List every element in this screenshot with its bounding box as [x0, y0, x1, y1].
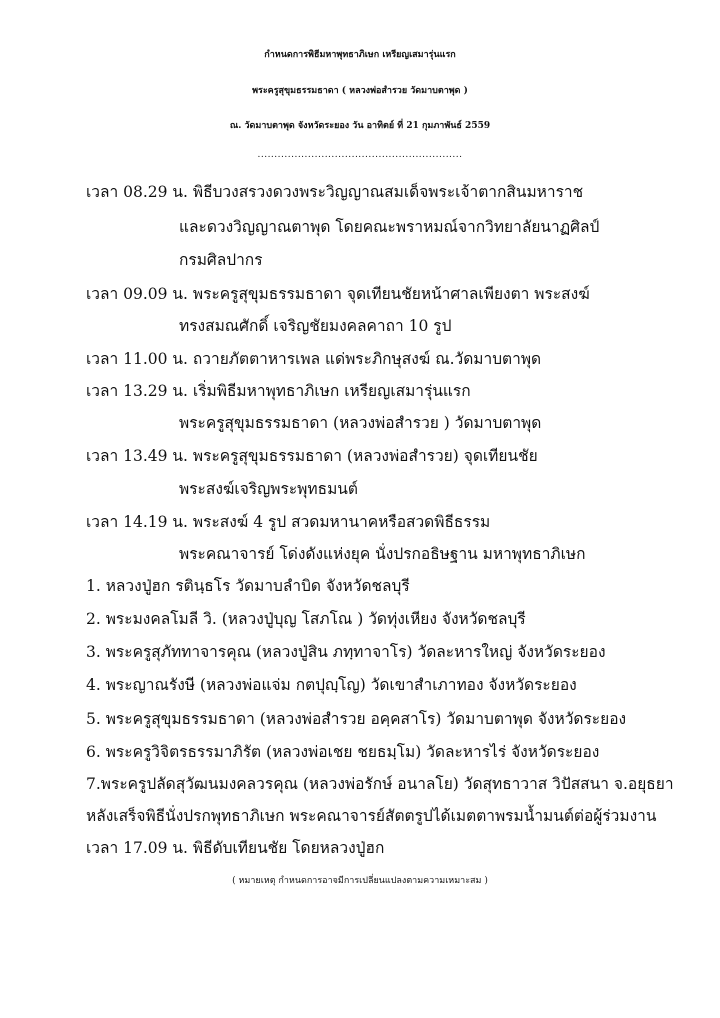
schedule-text: กรมศิลปากร: [179, 251, 263, 269]
schedule-item-5: [86, 512, 490, 532]
schedule-time: เวลา 13.29 น.: [86, 382, 188, 400]
schedule-time: เวลา 14.19 น.: [86, 513, 188, 531]
document-subtitle-monk: พระครูสุขุมธรรมธาดา ( หลวงพ่อสำรวย วัดมาบตาพุด ): [252, 86, 468, 96]
schedule-text: พระคณาจารย์ โด่งดังแห่งยุค นั่งปรกอธิษฐาน มหาพุทธาภิเษก: [179, 545, 586, 563]
monk-list-item: 7.พระครูปลัดสุวัฒนมงคลวรคุณ (หลวงพ่อรักษ์ อนาลโย) วัดสุทธาวาส วิปัสสนา จ.อยุธยา: [86, 775, 674, 793]
schedule-text: พระครูสุขุมธรรมธาดา (หลวงพ่อสำรวย ) วัดมาบตาพุด: [179, 414, 542, 432]
footnote: ( หมายเหตุ กำหนดการอาจมีการเปลี่ยนแปลงตามความเหมาะสม ): [232, 876, 488, 886]
schedule-text: พิธีดับเทียนชัย โดยหลวงปู่ฮก: [192, 839, 385, 857]
monk-list-item: 1. หลวงปู่ฮก รตินฺธโร วัดมาบลำบิด จังหวัดชลบุรี: [86, 577, 410, 595]
schedule-item-2: [86, 349, 541, 369]
monk-list-item: 2. พระมงคลโมลี วิ. (หลวงปู่บุญ โสภโณ ) วัดทุ่งเหียง จังหวัดชลบุรี: [86, 610, 526, 628]
schedule-time: เวลา 08.29 น.: [86, 183, 188, 201]
schedule-item-1: [86, 284, 590, 304]
monk-list-item: 4. พระญาณรังษี (หลวงพ่อแจ่ม กตปุญฺโญ) วัดเขาสำเภาทอง จังหวัดระยอง: [86, 676, 577, 694]
monk-list-item: 6. พระครูวิจิตรธรรมาภิรัต (หลวงพ่อเชย ชยธมฺโม) วัดละหารไร่ จังหวัดระยอง: [86, 743, 600, 761]
schedule-text: พิธีบวงสรวงดวงพระวิญญาณสมเด็จพระเจ้าตากสินมหาราช: [192, 183, 584, 201]
schedule-time: เวลา 09.09 น.: [86, 285, 188, 303]
schedule-text: พระครูสุขุมธรรมธาดา จุดเทียนชัยหน้าศาลเพียงตา พระสงฆ์: [192, 285, 590, 303]
schedule-item-final: [86, 838, 384, 858]
document-subtitle-venue-date: ณ. วัดมาบตาพุด จังหวัดระยอง วัน อาทิตย์ ที่ 21 กุมภาพันธ์ 2559: [229, 121, 491, 131]
schedule-text: เริ่มพิธีมหาพุทธาภิเษก เหรียญเสมารุ่นแรก: [192, 382, 471, 400]
schedule-text: พระครูสุขุมธรรมธาดา (หลวงพ่อสำรวย) จุดเทียนชัย: [192, 447, 538, 465]
schedule-time: เวลา 17.09 น.: [86, 839, 188, 857]
schedule-text: และดวงวิญญาณตาพุด โดยคณะพราหมณ์จากวิทยาลัยนาฏศิลป์: [179, 218, 600, 236]
schedule-item-0: [86, 182, 583, 202]
monk-list-item: 5. พระครูสุขุมธรรมธาดา (หลวงพ่อสำรวย อคฺคสาโร) วัดมาบตาพุด จังหวัดระยอง: [86, 710, 627, 728]
dotted-divider: .............................................................: [257, 150, 463, 160]
after-ceremony-text: หลังเสร็จพิธีนั่งปรกพุทธาภิเษก พระคณาจารย์สัตตรูปได้เมตตาพรมน้ำมนต์ต่อผู้ร่วมงาน: [86, 807, 657, 825]
schedule-text: ทรงสมณศักดิ์ เจริญชัยมงคลคาถา 10 รูป: [179, 317, 452, 335]
schedule-item-3: [86, 381, 471, 401]
schedule-text: พระสงฆ์เจริญพระพุทธมนต์: [179, 480, 358, 498]
schedule-time: เวลา 11.00 น.: [86, 350, 188, 368]
document-title: กำหนดการพิธีมหาพุทธาภิเษก เหรียญเสมารุ่นแรก: [264, 50, 456, 60]
schedule-text: พระสงฆ์ 4 รูป สวดมหานาคหรือสวดพิธีธรรม: [192, 513, 491, 531]
schedule-time: เวลา 13.49 น.: [86, 447, 188, 465]
schedule-item-4: [86, 446, 538, 466]
schedule-text: ถวายภัตตาหารเพล แด่พระภิกษุสงฆ์ ณ.วัดมาบตาพุด: [192, 350, 542, 368]
monk-list-item: 3. พระครูสุภัททาจารคุณ (หลวงปู่สิน ภทฺทาจาโร) วัดละหารใหญ่ จังหวัดระยอง: [86, 643, 606, 661]
